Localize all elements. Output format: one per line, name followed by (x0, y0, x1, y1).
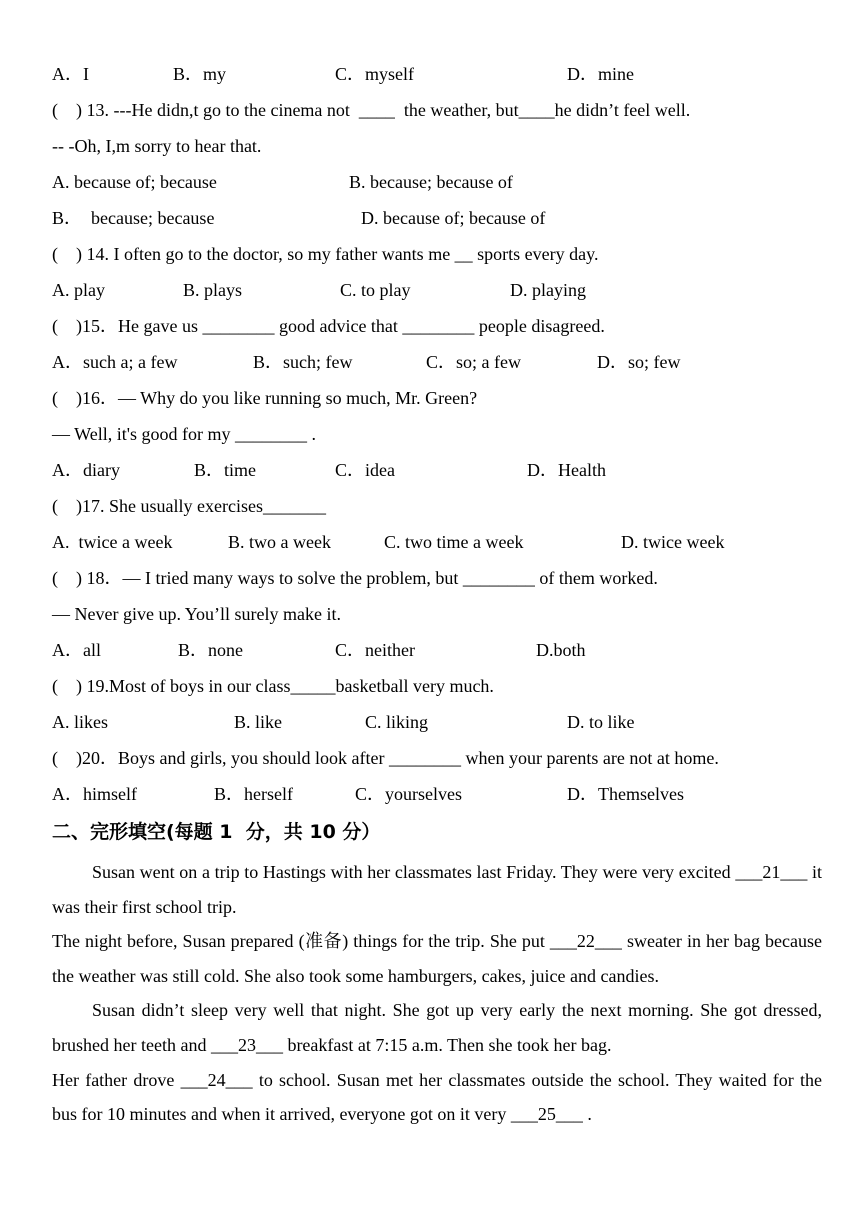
option-c: C. two time a week (384, 532, 524, 552)
option-c: C. to play (340, 280, 411, 300)
passage-paragraph: Her father drove ___24___ to school. Susan met her classmates outside the school. They waited for the bus for 10 minutes and when it arrived, everyone got on it very ___25___ . (52, 1069, 822, 1125)
question-14 (0, 236, 860, 272)
option-d: D．mine (567, 64, 634, 84)
options-q19 (0, 704, 860, 740)
option-b: B. two a week (228, 532, 331, 552)
options-q15 (0, 344, 860, 380)
question-13-dialogue (0, 128, 860, 164)
option-d: D. playing (510, 280, 586, 300)
options-q13-row2 (0, 200, 860, 236)
option-a: A. twice a week (52, 532, 173, 552)
option-b: B．herself (214, 784, 293, 804)
question-15 (0, 308, 860, 344)
options-q17 (0, 524, 860, 560)
option-d: D. because of; because of (361, 208, 546, 228)
option-c: C．yourselves (355, 784, 462, 804)
question-text: ( ) 13. ---He didn,t go to the cinema not ____ the weather, but____he didn’t feel well. (52, 100, 691, 120)
question-text: ( )20．Boys and girls, you should look after ________ when your parents are not at home. (52, 748, 719, 768)
option-a: A．himself (52, 784, 137, 804)
passage-paragraph: Susan went on a trip to Hastings with her classmates last Friday. They were very excited ___21___ it was their first school trip. (52, 862, 822, 917)
question-18-dialogue (0, 596, 860, 632)
question-17 (0, 488, 860, 524)
option-b: B. plays (183, 280, 243, 300)
question-19 (0, 668, 860, 704)
section-heading-text: 二、完形填空(每题 1 分，共 10 分） (52, 821, 381, 843)
option-d: D. to like (567, 712, 635, 732)
question-text: ( )17. She usually exercises_______ (52, 496, 326, 516)
passage-paragraph: The night before, Susan prepared (准备) things for the trip. She put ___22___ sweater in her bag because the weather was still cold. She also took some hamburgers, cakes, juice and candies. (52, 931, 822, 986)
question-text: ( ) 18．— I tried many ways to solve the problem, but ________ of them worked. (52, 568, 658, 588)
question-text: ( )15．He gave us ________ good advice that ________ people disagreed. (52, 316, 605, 336)
option-a: A．all (52, 640, 101, 660)
option-b: B．time (194, 460, 256, 480)
option-a: A. because of; because (52, 172, 217, 192)
option-b: B．none (178, 640, 243, 660)
section-heading (0, 814, 860, 850)
option-d: D.both (536, 640, 586, 660)
option-d: D. twice week (621, 532, 725, 552)
question-16 (0, 380, 860, 416)
option-d: D．so; few (597, 352, 681, 372)
option-c: B． because; because (52, 208, 215, 228)
options-q14 (0, 272, 860, 308)
option-b: B．such; few (253, 352, 353, 372)
question-18 (0, 560, 860, 596)
question-text: -- -Oh, I,m sorry to hear that. (52, 136, 262, 156)
question-text: ( ) 14. I often go to the doctor, so my father wants me __ sports every day. (52, 244, 599, 264)
option-c: C．so; a few (426, 352, 521, 372)
option-a: A．I (52, 64, 89, 84)
option-b: B. like (234, 712, 282, 732)
option-c: C. liking (365, 712, 429, 732)
options-q20 (0, 776, 860, 812)
options-q13-row1 (0, 164, 860, 200)
options-q18 (0, 632, 860, 668)
option-d: D．Themselves (567, 784, 684, 804)
question-text: ( ) 19.Most of boys in our class_____basketball very much. (52, 676, 494, 696)
options-q16 (0, 452, 860, 488)
option-c: C．neither (335, 640, 415, 660)
option-b: B．my (173, 64, 227, 84)
option-a: A．diary (52, 460, 120, 480)
question-20 (0, 740, 860, 776)
option-c: C．myself (335, 64, 414, 84)
passage-paragraph: Susan didn’t sleep very well that night. She got up very early the next morning. She got dressed, brushed her teeth and ___23___ breakfast at 7:15 a.m. Then she took her bag. (52, 1000, 822, 1055)
option-a: A. play (52, 280, 105, 300)
question-text: ( )16．— Why do you like running so much, Mr. Green? (52, 388, 478, 408)
option-d: D．Health (527, 460, 606, 480)
option-c: C．idea (335, 460, 395, 480)
question-text: — Well, it's good for my ________ . (52, 424, 316, 444)
option-a: A．such a; a few (52, 352, 178, 372)
option-a: A. likes (52, 712, 108, 732)
question-13 (0, 92, 860, 128)
cloze-passage (52, 855, 822, 1132)
options-q12 (0, 56, 860, 92)
option-b: B. because; because of (349, 172, 513, 192)
question-text: — Never give up. You’ll surely make it. (52, 604, 341, 624)
question-16-dialogue (0, 416, 860, 452)
